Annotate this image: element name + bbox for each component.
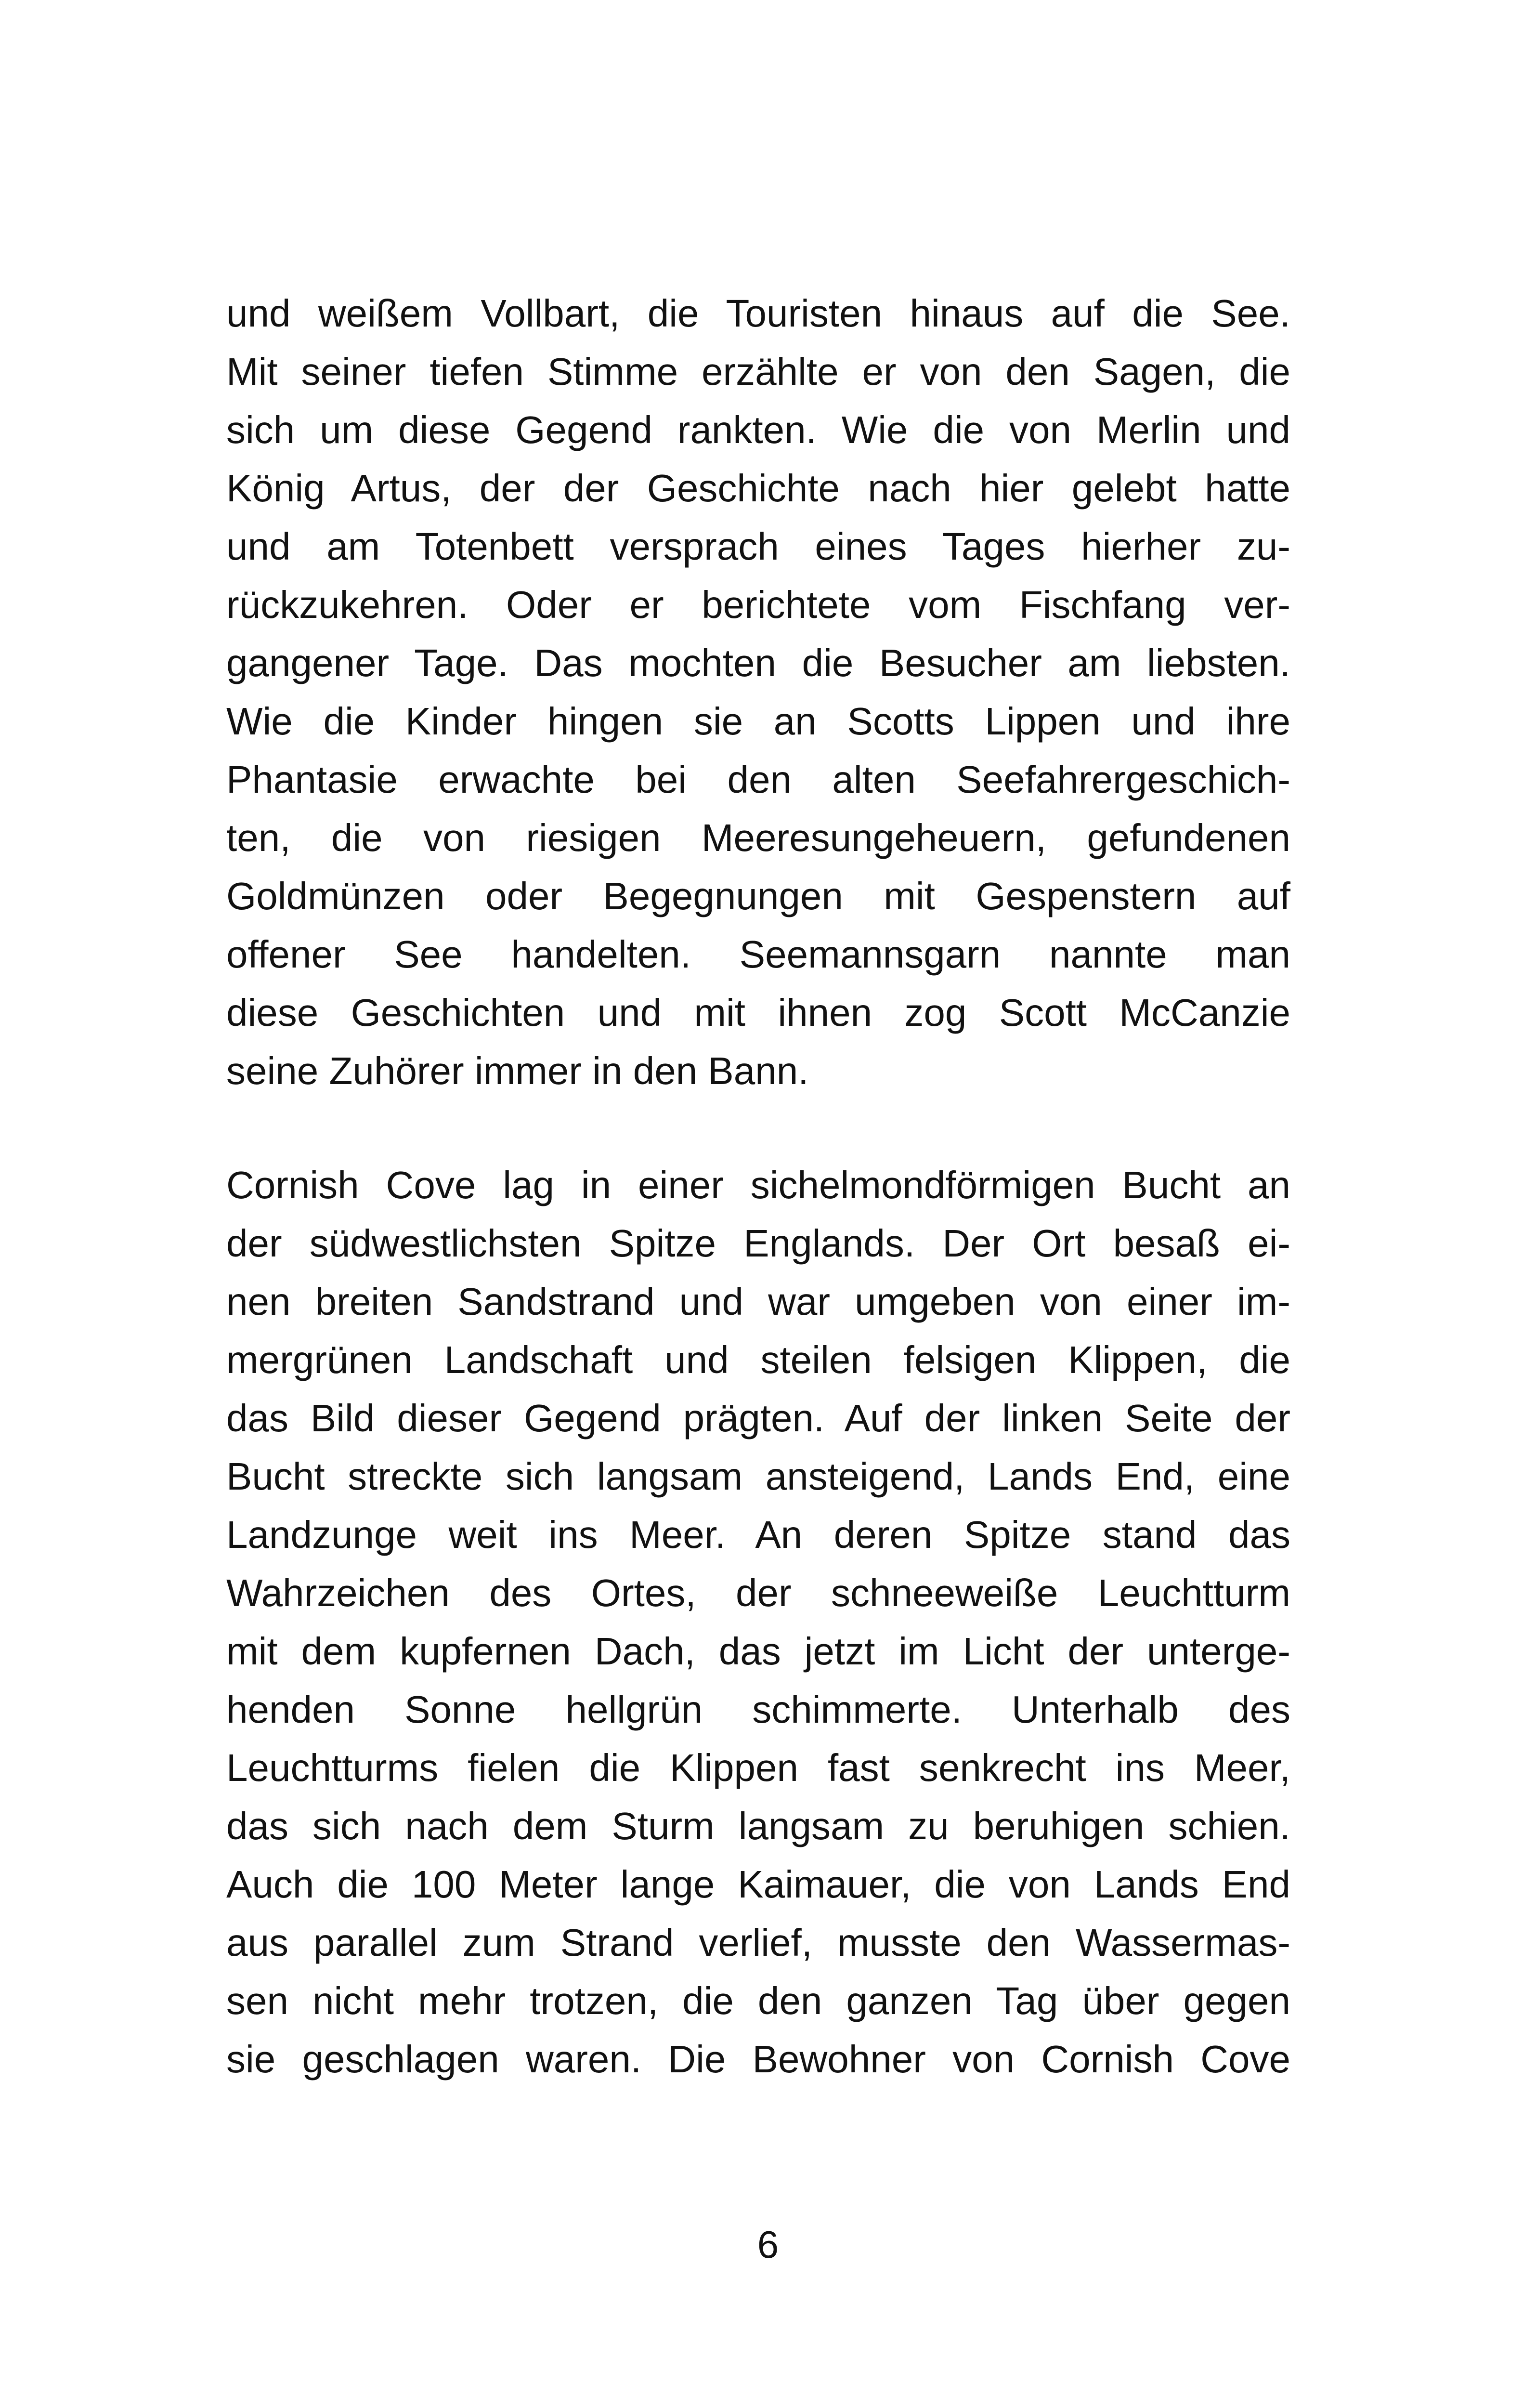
text-line: mit dem kupfernen Dach, das jetzt im Licht der unterge- [226,1630,1290,1673]
page-number: 6 [757,2223,779,2266]
text-line: und am Totenbett versprach eines Tages hierher zu- [226,525,1290,568]
text-line: Auch die 100 Meter lange Kaimauer, die von Lands End [226,1863,1290,1906]
text-line: henden Sonne hellgrün schimmerte. Unterhalb des [226,1688,1290,1731]
text-line: mergrünen Landschaft und steilen felsigen Klippen, die [226,1338,1290,1381]
text-line: gangener Tage. Das mochten die Besucher am liebsten. [226,641,1290,684]
text-line: Cornish Cove lag in einer sichelmondförmigen Bucht an [226,1164,1290,1206]
text-line: der südwestlichsten Spitze Englands. Der Ort besaß ei- [226,1222,1290,1265]
text-line: sie geschlagen waren. Die Bewohner von Cornish Cove [226,2038,1290,2081]
text-line: sen nicht mehr trotzen, die den ganzen Tag über gegen [226,1979,1290,2022]
text-line: das sich nach dem Sturm langsam zu beruhigen schien. [226,1805,1290,1847]
text-line: nen breiten Sandstrand und war umgeben von einer im- [226,1280,1290,1323]
text-line: Mit seiner tiefen Stimme erzählte er von den Sagen, die [226,350,1290,393]
text-line: Phantasie erwachte bei den alten Seefahrergeschich- [226,758,1290,801]
text-line: Bucht streckte sich langsam ansteigend, Lands End, eine [226,1455,1290,1498]
text-line: sich um diese Gegend rankten. Wie die von Merlin und [226,408,1290,451]
text-line: Landzunge weit ins Meer. An deren Spitze stand das [226,1513,1290,1556]
text-line: rückzukehren. Oder er berichtete vom Fischfang ver- [226,583,1290,626]
text-line: Wie die Kinder hingen sie an Scotts Lippen und ihre [226,700,1290,743]
text-line: Leuchtturms fielen die Klippen fast senkrecht ins Meer, [226,1746,1290,1789]
text-line: Wahrzeichen des Ortes, der schneeweiße Leuchtturm [226,1571,1290,1614]
text-line: ten, die von riesigen Meeresungeheuern, gefundenen [226,816,1290,859]
text-line: und weißem Vollbart, die Touristen hinaus auf die See. [226,292,1290,335]
paragraph-2 [226,1156,1290,2088]
text-line: Goldmünzen oder Begegnungen mit Gespenstern auf [226,875,1290,917]
text-line: aus parallel zum Strand verlief, musste den Wassermas- [226,1921,1290,1964]
text-line: diese Geschichten und mit ihnen zog Scott McCanzie [226,991,1290,1034]
text-line: König Artus, der der Geschichte nach hier gelebt hatte [226,467,1290,510]
text-line: offener See handelten. Seemannsgarn nannte man [226,933,1290,976]
paragraph-1 [226,284,1290,1100]
text-line: das Bild dieser Gegend prägten. Auf der linken Seite der [226,1397,1290,1440]
text-line: seine Zuhörer immer in den Bann. [226,1049,809,1092]
